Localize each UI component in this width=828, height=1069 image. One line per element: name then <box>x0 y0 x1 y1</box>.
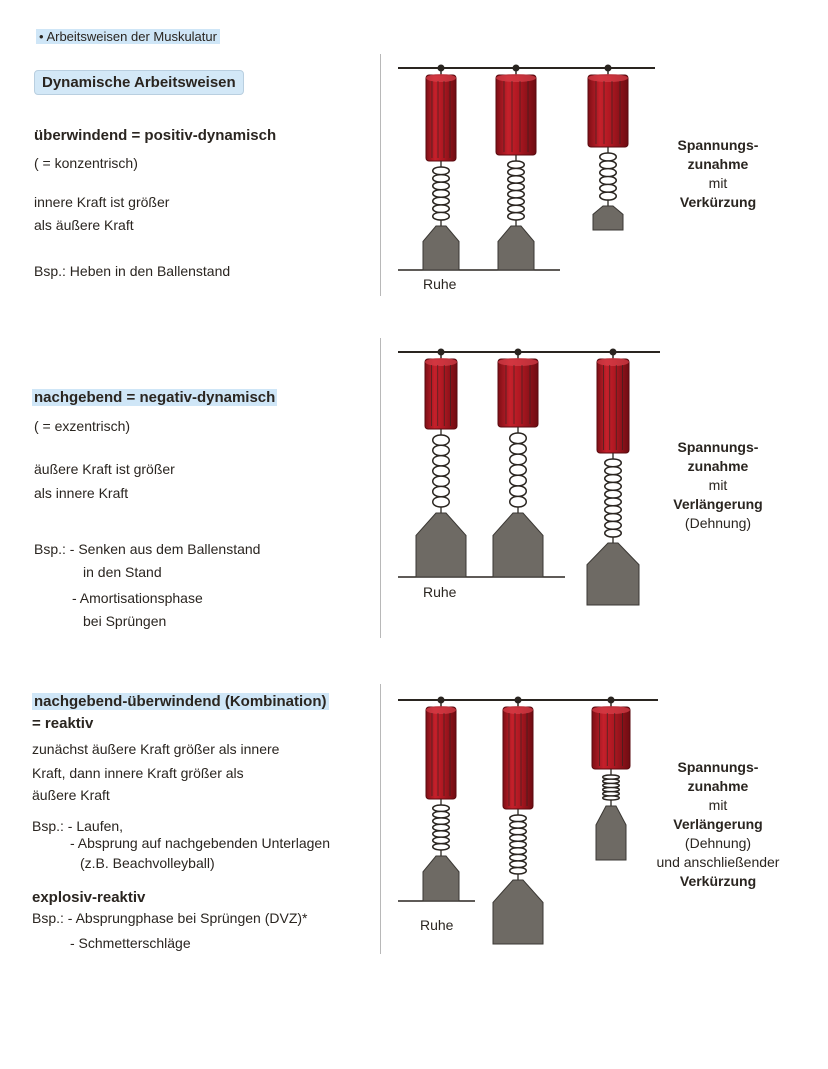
spring-coil <box>433 435 441 507</box>
muscle-cylinder <box>503 707 533 809</box>
section-3-example: Bsp.: - Absprungphase bei Sprüngen (DVZ)* <box>32 910 308 926</box>
side-word: mit <box>708 175 728 191</box>
side-word: (Dehnung) <box>684 515 752 531</box>
section-3-example: - Absprung auf nachgebenden Unterlagen <box>70 835 330 851</box>
spring-coil <box>608 153 616 200</box>
side-word: Verkürzung <box>679 873 757 889</box>
muscle-cylinder <box>426 707 456 799</box>
weight-block <box>493 513 543 577</box>
section-3-line: Kraft, dann innere Kraft größer als <box>32 765 244 781</box>
section-subtitle: Dynamische Arbeitsweisen <box>34 70 244 95</box>
side-word: und anschließender <box>656 854 780 870</box>
spring-coil <box>510 815 518 874</box>
spring-coil <box>600 153 608 200</box>
side-word: Spannungs- <box>677 137 759 153</box>
muscle-top <box>498 358 538 366</box>
spring-coil <box>433 167 441 220</box>
side-word: (Dehnung) <box>684 835 752 851</box>
muscle-top <box>496 74 536 82</box>
ruhe-label: Ruhe <box>423 584 457 600</box>
muscle-top <box>588 74 628 82</box>
spring-coil <box>611 775 619 800</box>
muscle-cylinder <box>496 75 536 155</box>
weight-block <box>587 543 639 605</box>
muscle-cylinder <box>498 359 538 427</box>
spring-coil <box>603 775 611 800</box>
muscle-top <box>503 706 533 714</box>
spring-coil <box>441 435 449 507</box>
side-word: zunahme <box>687 778 749 794</box>
side-word: mit <box>708 477 728 493</box>
side-word: Verlängerung <box>673 816 763 832</box>
section-1-heading: überwindend = positiv-dynamisch <box>34 127 277 144</box>
ruhe-label: Ruhe <box>420 917 454 933</box>
side-word: Verlängerung <box>673 496 763 512</box>
weight-block <box>416 513 466 577</box>
muscle-top <box>597 358 629 366</box>
section-2-line: ( = exzentrisch) <box>34 418 131 434</box>
side-word: Spannungs- <box>677 759 759 775</box>
weight-block <box>423 856 459 901</box>
muscle-top <box>426 706 456 714</box>
spring-coil <box>518 815 526 874</box>
section-3-line: äußere Kraft <box>32 787 110 803</box>
side-word: Verkürzung <box>679 194 757 210</box>
weight-block <box>493 880 543 944</box>
section-2-example: bei Sprüngen <box>83 613 167 629</box>
side-word: mit <box>708 797 728 813</box>
section-1-line: ( = konzentrisch) <box>34 155 138 171</box>
section-2-example: - Amortisationsphase <box>72 590 203 606</box>
side-word: zunahme <box>687 458 749 474</box>
muscle-top <box>426 74 456 82</box>
section-1-line: als äußere Kraft <box>34 217 134 233</box>
spring-coil <box>605 459 613 537</box>
ruhe-label: Ruhe <box>423 276 457 292</box>
weight-block <box>498 226 534 270</box>
muscle-cylinder <box>426 75 456 161</box>
muscle-top <box>592 706 630 714</box>
section-3-example: - Schmetterschläge <box>70 935 191 951</box>
spring-coil <box>613 459 621 537</box>
section-3-subheading: = reaktiv <box>32 715 94 732</box>
section-2-line: äußere Kraft ist größer <box>34 461 175 477</box>
spring-coil <box>433 805 441 850</box>
section-3-heading-explosive: explosiv-reaktiv <box>32 889 146 906</box>
side-word: zunahme <box>687 156 749 172</box>
spring-coil <box>516 161 524 220</box>
section-2-heading: nachgebend = negativ-dynamisch <box>34 389 276 406</box>
muscle-cylinder <box>592 707 630 769</box>
section-2-line: als innere Kraft <box>34 485 129 501</box>
section-3-line: zunächst äußere Kraft größer als innere <box>32 741 280 757</box>
section-2-example: in den Stand <box>83 564 162 580</box>
spring-coil <box>518 433 526 507</box>
muscle-cylinder <box>597 359 629 453</box>
weight-block <box>596 806 626 860</box>
spring-coil <box>441 805 449 850</box>
section-3-heading: nachgebend-überwindend (Kombination) <box>34 693 327 710</box>
section-3-example: Bsp.: - Laufen, <box>32 818 124 834</box>
muscle-top <box>425 358 457 366</box>
spring-coil <box>441 167 449 220</box>
muscle-cylinder <box>588 75 628 147</box>
weight-block <box>423 226 459 270</box>
spring-coil <box>508 161 516 220</box>
spring-coil <box>510 433 518 507</box>
side-word: Spannungs- <box>677 439 759 455</box>
section-1-example: Bsp.: Heben in den Ballenstand <box>34 263 231 279</box>
section-1-line: innere Kraft ist größer <box>34 194 170 210</box>
weight-block <box>593 206 623 230</box>
page-title: • Arbeitsweisen der Muskulatur <box>36 29 220 44</box>
muscle-cylinder <box>425 359 457 429</box>
section-3-example: (z.B. Beachvolleyball) <box>80 855 215 871</box>
section-2-example: Bsp.: - Senken aus dem Ballenstand <box>34 541 261 557</box>
